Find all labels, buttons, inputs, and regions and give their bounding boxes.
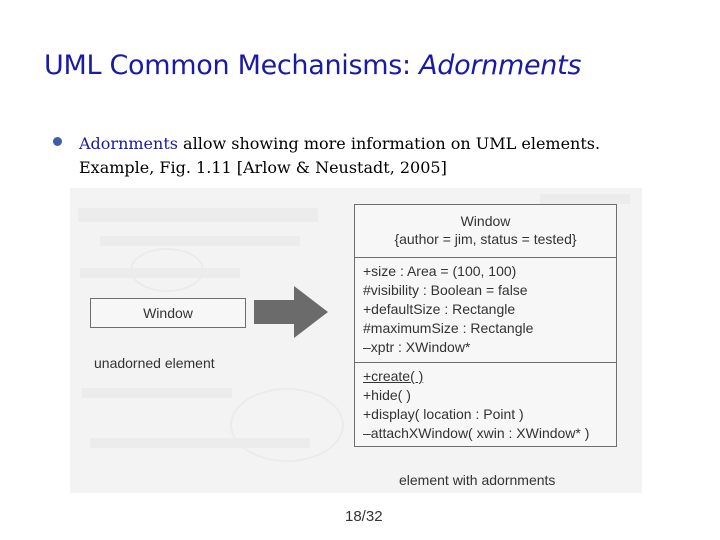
attribute: +size : Area = (100, 100)	[363, 263, 517, 279]
unadorned-caption: unadorned element	[94, 355, 215, 371]
operation: +create( )	[363, 368, 424, 384]
operation: +hide( )	[363, 387, 411, 403]
background-ghost-circle	[230, 388, 344, 462]
adorned-class-box	[354, 204, 617, 447]
bullet-text-rest: allow showing more information on UML elements.	[177, 134, 601, 153]
slide-title-italic: Adornments	[419, 50, 582, 81]
adorned-caption: element with adornments	[399, 472, 556, 488]
operations-compartment	[355, 362, 616, 446]
attribute: #maximumSize : Rectangle	[363, 320, 534, 336]
operation: –attachXWindow( xwin : XWindow* )	[363, 425, 590, 441]
attributes-compartment	[355, 257, 616, 362]
background-ghost	[82, 388, 232, 398]
page-number: 18/32	[345, 508, 383, 525]
bullet-paragraph	[79, 132, 679, 180]
bullet-keyword: Adornments	[79, 134, 178, 153]
slide-title-prefix: UML Common Mechanisms:	[44, 50, 420, 81]
bullet-icon	[53, 137, 62, 146]
uml-figure	[70, 188, 642, 493]
simple-class-box	[90, 298, 246, 328]
background-ghost	[100, 236, 300, 246]
bullet-line-2: Example, Fig. 1.11 [Arlow & Neustadt, 2005]	[79, 158, 447, 177]
right-arrow-icon	[254, 286, 328, 338]
bullet-line-1	[79, 132, 679, 156]
attribute: #visibility : Boolean = false	[363, 282, 528, 298]
background-ghost-circle	[130, 248, 204, 292]
operation: +display( location : Point )	[363, 406, 524, 422]
background-ghost	[78, 208, 318, 222]
tagged-values: {author = jim, status = tested}	[394, 231, 577, 247]
attribute: +defaultSize : Rectangle	[363, 301, 516, 317]
adorned-class-name: Window	[460, 213, 511, 229]
background-ghost	[540, 194, 630, 204]
simple-class-name: Window	[143, 305, 193, 321]
slide-title	[44, 50, 581, 81]
class-name-compartment	[355, 205, 616, 257]
attribute: –xptr : XWindow*	[363, 339, 471, 355]
